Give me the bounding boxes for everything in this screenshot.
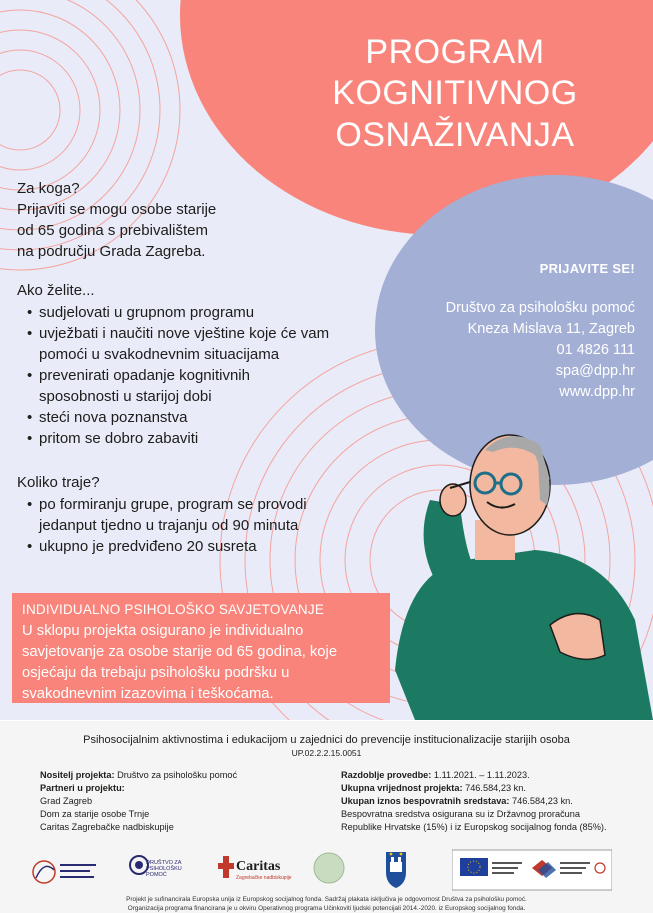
project-code: UP.02.2.2.15.0051: [291, 748, 362, 758]
list-item: • sudjelovati u grupnom programu: [17, 302, 387, 323]
list-item: • po formiranju grupe, program se provodi jedanput tjedno u trajanju od 90 minuta: [17, 494, 387, 536]
counseling-box: [12, 593, 390, 703]
caritas-logo-subtext: Zagrebačke nadbiskupije: [236, 875, 292, 881]
disclaimer-line: Organizacija programa financirana je u okviru Operativnog programa Učinkoviti ljudski potencijali 2014.-2020. iz Europskog socijalnog fonda.: [127, 904, 526, 912]
counseling-line: osjećaju da trebaju psihološku podršku u: [22, 665, 290, 681]
address: Kneza Mislava 11, Zagreb: [467, 321, 635, 337]
grant-value: 746.584,23 kn.: [512, 796, 573, 806]
title-line: OSNAŽIVANJA: [335, 115, 575, 154]
grant-label: Ukupan iznos bespovratnih sredstava:: [341, 796, 510, 806]
title-line: KOGNITIVNOG: [332, 74, 578, 113]
wishes-heading: Ako želite...: [17, 282, 95, 299]
period-value: 1.11.2021. – 1.11.2023.: [433, 770, 530, 780]
wishes-list: [17, 302, 387, 449]
project-title: Psihosocijalnim aktivnostima i edukacijom u zajednici do prevencije institucionalizacije starijih osoba: [83, 734, 570, 746]
duration-section: [17, 472, 387, 557]
counseling-line: savjetovanje za osobe starije od 65 godina, koje: [22, 644, 338, 660]
for-whom-heading: Za koga?: [17, 180, 80, 197]
disclaimer: [0, 896, 653, 913]
list-item: • ukupno je predviđeno 20 susreta: [17, 536, 387, 557]
list-item: • pritom se dobro zabaviti: [17, 428, 387, 449]
caritas-cross-icon: [218, 848, 234, 896]
partner-logo-1: [30, 848, 100, 896]
caritas-logo-text: Caritas: [236, 859, 281, 874]
list-item: • steći nova poznanstva: [17, 407, 387, 428]
partner-item: Dom za starije osobe Trnje: [40, 809, 150, 819]
for-whom-line: Prijaviti se mogu osobe starije: [17, 201, 217, 218]
eu-funds-logos: [452, 848, 612, 896]
project-finance-info: [341, 769, 641, 834]
signup-cta: PRIJAVITE SE!: [539, 261, 635, 276]
dpp-logo-text: DRUŠTVO ZA PSIHOLOŠKU POMOĆ: [146, 860, 182, 878]
logo-strip: [0, 848, 653, 896]
for-whom-line: na području Grada Zagreba.: [17, 243, 206, 260]
duration-list: [17, 494, 387, 557]
org-name: Društvo za psihološku pomoć: [445, 300, 635, 316]
for-whom-line: od 65 godina s prebivalištem: [17, 222, 208, 239]
project-holder-info: [40, 769, 320, 834]
partner-item: Caritas Zagrebačke nadbiskupije: [40, 822, 174, 832]
holder-label: Nositelj projekta:: [40, 770, 115, 780]
partners-label: Partneri u projektu:: [40, 783, 125, 793]
total-label: Ukupna vrijednost projekta:: [341, 783, 463, 793]
period-label: Razdoblje provedbe:: [341, 770, 432, 780]
partner-item: Grad Zagreb: [40, 796, 93, 806]
counseling-line: U sklopu projekta osigurano je individualno: [22, 623, 304, 639]
footer: [0, 720, 653, 913]
phone-number[interactable]: 01 4826 111: [556, 342, 635, 358]
holder-value: Društvo za psihološku pomoć: [117, 770, 238, 780]
zagreb-coat-of-arms: [385, 848, 407, 896]
page-title: [305, 32, 605, 156]
list-item: • uvježbati i naučiti nove vještine koje će vam pomoći u svakodnevnim situacijama: [17, 323, 387, 365]
funding-line: Republike Hrvatske (15%) i iz Europskog socijalnog fonda (85%).: [341, 822, 607, 832]
total-value: 746.584,23 kn.: [465, 783, 526, 793]
wishes-section: [17, 280, 387, 449]
funding-line: Bespovratna sredstva osigurana su iz Državnog proračuna: [341, 809, 581, 819]
counseling-heading: INDIVIDUALNO PSIHOLOŠKO SAVJETOVANJE: [22, 602, 325, 617]
website-link[interactable]: www.dpp.hr: [559, 384, 635, 400]
title-line: PROGRAM: [365, 33, 545, 71]
for-whom-section: [17, 178, 317, 262]
dom-trnje-logo: [312, 848, 346, 896]
email-link[interactable]: spa@dpp.hr: [555, 363, 635, 379]
list-item: • prevenirati opadanje kognitivnih sposobnosti u starijoj dobi: [17, 365, 387, 407]
elderly-man-illustration: [375, 420, 653, 720]
disclaimer-line: Projekt je sufinancirala Europska unija iz Europskog socijalnog fonda. Sadržaj plakata isključiva je odgovornost Društva za psihološku pomoć.: [126, 896, 527, 903]
duration-heading: Koliko traje?: [17, 474, 100, 491]
counseling-line: svakodnevnim izazovima i teškoćama.: [22, 686, 274, 702]
contact-block: [395, 258, 635, 403]
